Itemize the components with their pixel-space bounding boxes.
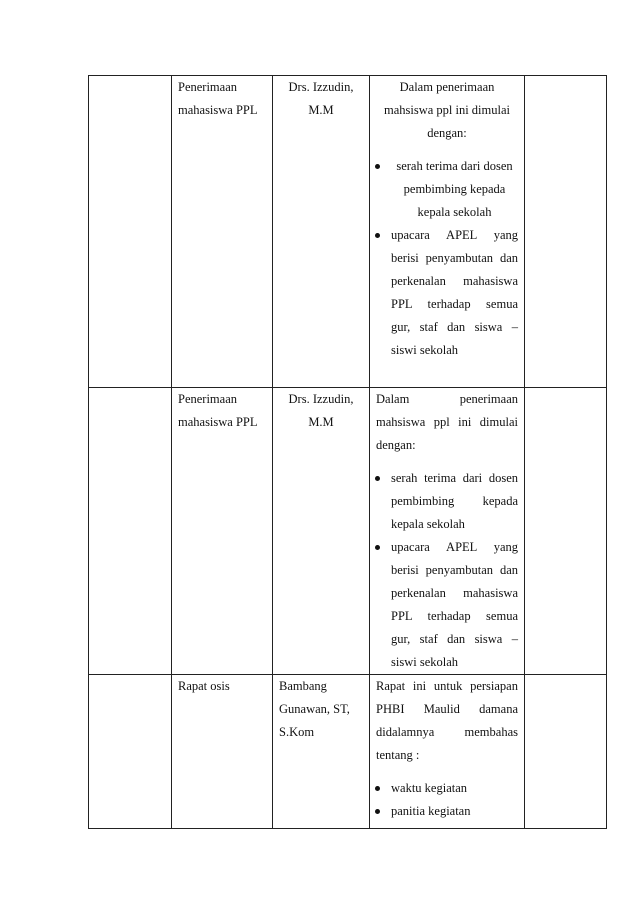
bullet-list: [370, 777, 524, 823]
table-row: [89, 388, 607, 675]
activity-line: Rapat osis: [178, 679, 230, 693]
bullet-line: perkenalan mahasiswa: [391, 586, 518, 600]
person-cell: [273, 675, 370, 829]
activity-line: Penerimaan: [178, 80, 238, 94]
activity-cell: [172, 388, 273, 675]
list-item: [370, 155, 518, 224]
intro-line: dengan:: [427, 126, 467, 140]
bullet-line: gur, staf dan siswa –: [391, 632, 518, 646]
bullet-line: serah terima dari dosen: [396, 159, 513, 173]
list-item: [370, 800, 518, 823]
person-line: Bambang: [279, 679, 327, 693]
person-line: M.M: [308, 103, 334, 117]
description-cell: [370, 76, 525, 388]
person-line: Gunawan, ST,: [279, 702, 350, 716]
bullet-line: waktu kegiatan: [391, 781, 468, 795]
bullet-line: siswi sekolah: [391, 343, 459, 357]
bullet-line: berisi penyambutan dan: [391, 563, 518, 577]
bullet-line: serah terima dari dosen: [391, 471, 518, 485]
bullet-list: [370, 155, 524, 362]
activity-line: mahasiswa PPL: [178, 415, 258, 429]
bullet-icon: [375, 809, 380, 814]
bullet-icon: [375, 476, 380, 481]
list-item: [370, 224, 518, 362]
table-row: [89, 675, 607, 829]
bullet-icon: [375, 545, 380, 550]
table-row: [89, 76, 607, 388]
bullet-line: upacara APEL yang: [391, 228, 518, 242]
bullet-line: PPL terhadap semua: [391, 297, 518, 311]
bullet-line: berisi penyambutan dan: [391, 251, 518, 265]
activity-cell: [172, 675, 273, 829]
activity-line: Penerimaan: [178, 392, 238, 406]
notes-cell: [525, 76, 607, 388]
bullet-icon: [375, 786, 380, 791]
intro-line: Dalam penerimaan: [376, 392, 518, 406]
person-cell: [273, 76, 370, 388]
person-line: Drs. Izzudin,: [288, 392, 354, 406]
intro-line: Rapat ini untuk persiapan: [376, 679, 518, 693]
description-cell: [370, 675, 525, 829]
person-cell: [273, 388, 370, 675]
number-cell: [89, 76, 172, 388]
bullet-line: kepala sekolah: [417, 205, 492, 219]
intro-line: mahsiswa ppl ini dimulai: [376, 415, 518, 429]
notes-cell: [525, 388, 607, 675]
person-line: M.M: [308, 415, 334, 429]
list-item: [370, 536, 518, 674]
intro-line: didalamnya membahas: [376, 725, 518, 739]
activity-cell: [172, 76, 273, 388]
person-line: Drs. Izzudin,: [288, 80, 354, 94]
bullet-line: panitia kegiatan: [391, 804, 471, 818]
bullet-line: gur, staf dan siswa –: [391, 320, 518, 334]
bullet-icon: [375, 233, 380, 238]
intro-line: PHBI Maulid damana: [376, 702, 518, 716]
intro-line: dengan:: [376, 438, 416, 452]
bullet-line: pembimbing kepada: [403, 182, 506, 196]
bullet-line: pembimbing kepada: [391, 494, 518, 508]
bullet-line: PPL terhadap semua: [391, 609, 518, 623]
number-cell: [89, 388, 172, 675]
bullet-line: kepala sekolah: [391, 517, 465, 531]
notes-cell: [525, 675, 607, 829]
bullet-line: siswi sekolah: [391, 655, 459, 669]
activity-line: mahasiswa PPL: [178, 103, 258, 117]
activity-table: [88, 75, 607, 829]
bullet-line: perkenalan mahasiswa: [391, 274, 518, 288]
person-line: S.Kom: [279, 725, 315, 739]
description-cell: [370, 388, 525, 675]
bullet-line: upacara APEL yang: [391, 540, 518, 554]
bullet-list: [370, 467, 524, 674]
number-cell: [89, 675, 172, 829]
intro-line: mahsiswa ppl ini dimulai: [383, 103, 511, 117]
intro-line: Dalam penerimaan: [399, 80, 495, 94]
intro-line: tentang :: [376, 748, 420, 762]
bullet-icon: [375, 164, 380, 169]
list-item: [370, 467, 518, 536]
list-item: [370, 777, 518, 800]
